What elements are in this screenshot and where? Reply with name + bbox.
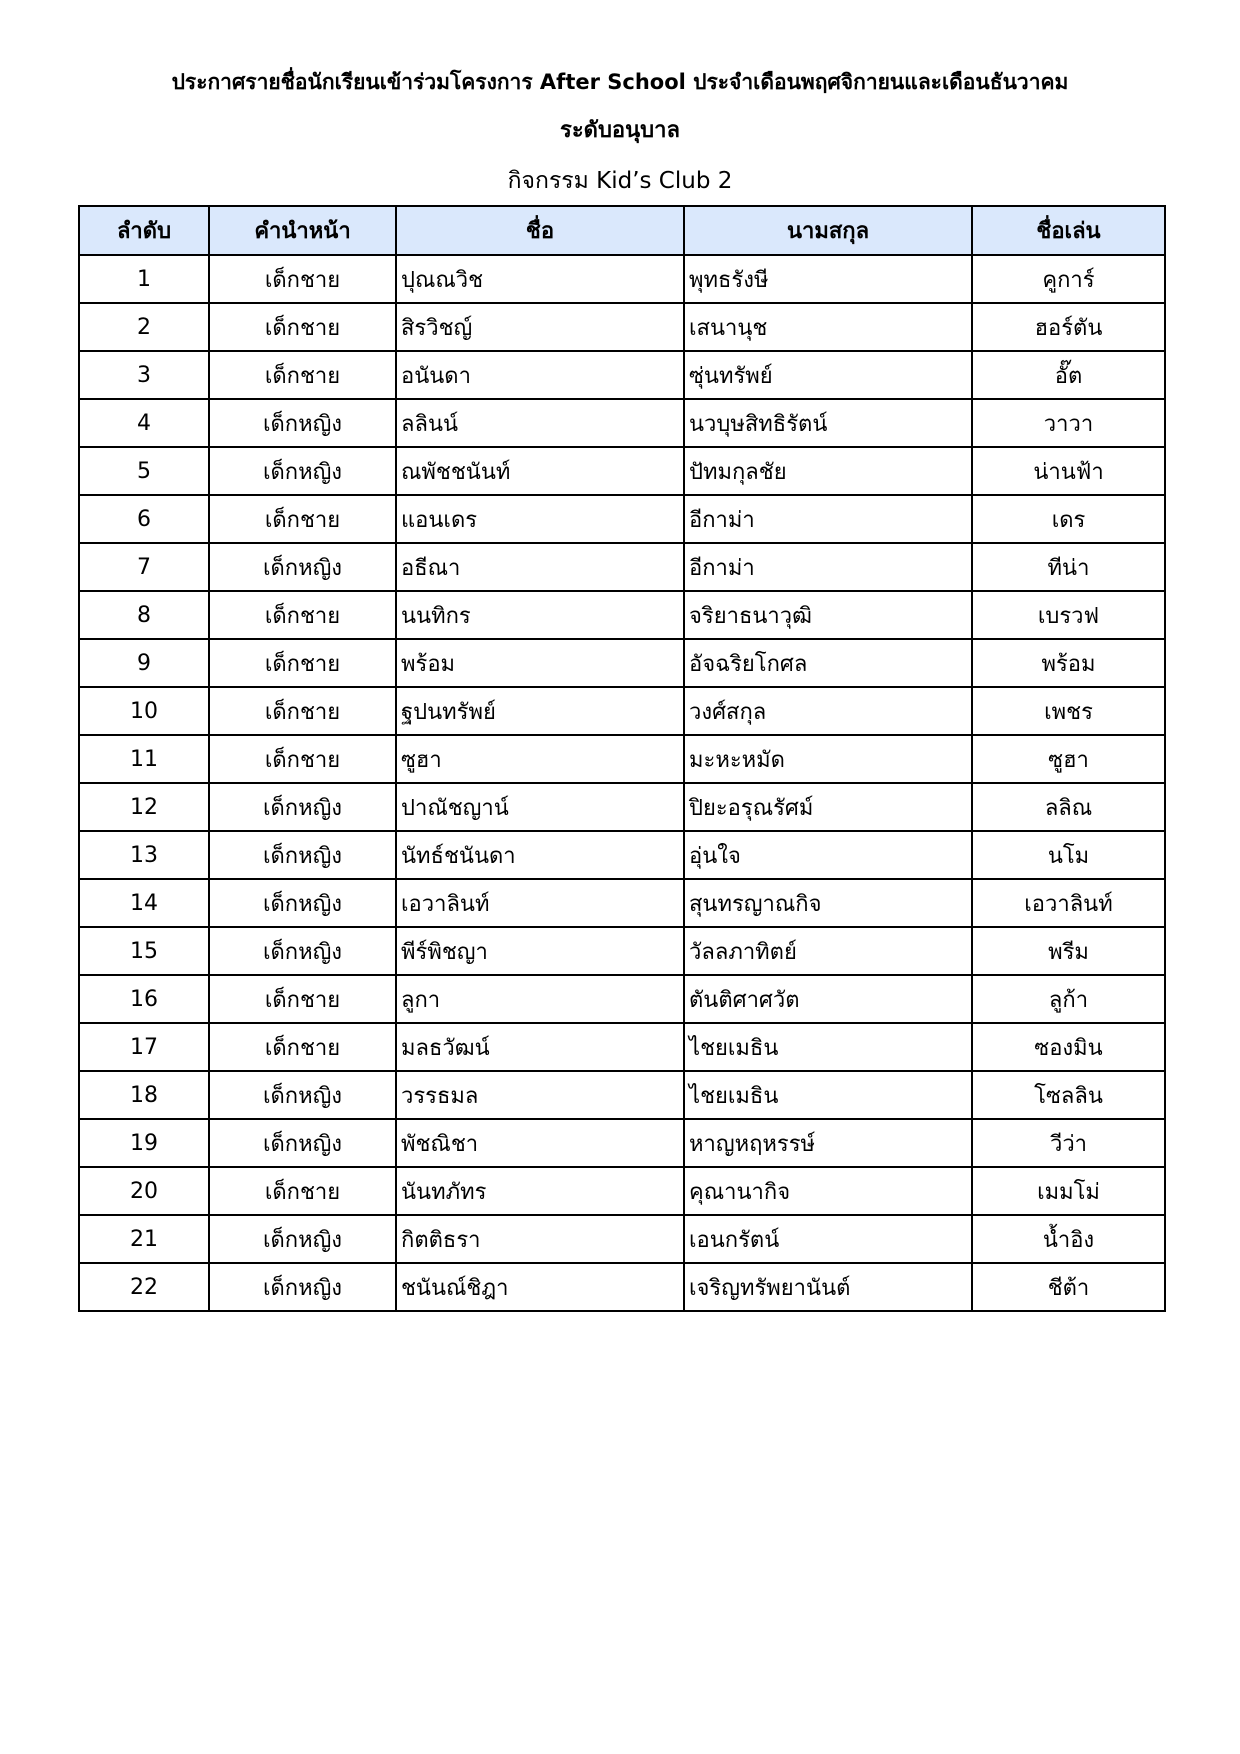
cell-last-name: อีกาม่า bbox=[684, 495, 972, 543]
level-heading: ระดับอนุบาล bbox=[560, 118, 680, 143]
cell-prefix: เด็กชาย bbox=[209, 495, 396, 543]
cell-last-name: วัลลภาทิตย์ bbox=[684, 927, 972, 975]
cell-first-name: อนันดา bbox=[396, 351, 684, 399]
cell-last-name: มะหะหมัด bbox=[684, 735, 972, 783]
cell-nickname: น่านฟ้า bbox=[972, 447, 1165, 495]
cell-last-name: ไชยเมธิน bbox=[684, 1023, 972, 1071]
cell-prefix: เด็กชาย bbox=[209, 591, 396, 639]
cell-prefix: เด็กชาย bbox=[209, 255, 396, 303]
cell-first-name: อธีณา bbox=[396, 543, 684, 591]
cell-last-name: ตันติศาศวัต bbox=[684, 975, 972, 1023]
document-title: ประกาศรายชื่อนักเรียนเข้าร่วมโครงการ After School ประจำเดือนพฤศจิกายนและเดือนธันวาคม bbox=[171, 70, 1069, 94]
cell-nickname: เบรวฟ bbox=[972, 591, 1165, 639]
cell-first-name: กิตติธรา bbox=[396, 1215, 684, 1263]
cell-nickname: วาวา bbox=[972, 399, 1165, 447]
cell-prefix: เด็กชาย bbox=[209, 351, 396, 399]
header-nickname: ชื่อเล่น bbox=[972, 206, 1165, 255]
cell-prefix: เด็กหญิง bbox=[209, 927, 396, 975]
cell-nickname: เพชร bbox=[972, 687, 1165, 735]
cell-nickname: โซลลิน bbox=[972, 1071, 1165, 1119]
cell-prefix: เด็กชาย bbox=[209, 1167, 396, 1215]
cell-last-name: อัจฉริยโกศล bbox=[684, 639, 972, 687]
cell-prefix: เด็กหญิง bbox=[209, 399, 396, 447]
cell-prefix: เด็กหญิง bbox=[209, 1215, 396, 1263]
cell-first-name: ลูกา bbox=[396, 975, 684, 1023]
cell-number: 16 bbox=[79, 975, 209, 1023]
cell-number: 4 bbox=[79, 399, 209, 447]
cell-last-name: เจริญทรัพยานันต์ bbox=[684, 1263, 972, 1311]
table-row bbox=[79, 495, 1165, 543]
cell-number: 14 bbox=[79, 879, 209, 927]
table-body bbox=[79, 255, 1165, 1311]
table-row bbox=[79, 1167, 1165, 1215]
cell-number: 21 bbox=[79, 1215, 209, 1263]
cell-number: 12 bbox=[79, 783, 209, 831]
cell-nickname: ฮอร์ตัน bbox=[972, 303, 1165, 351]
cell-number: 5 bbox=[79, 447, 209, 495]
cell-nickname: พรีม bbox=[972, 927, 1165, 975]
cell-number: 8 bbox=[79, 591, 209, 639]
cell-number: 2 bbox=[79, 303, 209, 351]
cell-nickname: วีว่า bbox=[972, 1119, 1165, 1167]
cell-last-name: วงศ์สกุล bbox=[684, 687, 972, 735]
cell-first-name: พัชณิชา bbox=[396, 1119, 684, 1167]
cell-last-name: หาญหฤหรรษ์ bbox=[684, 1119, 972, 1167]
cell-nickname: คูการ์ bbox=[972, 255, 1165, 303]
table-row bbox=[79, 543, 1165, 591]
table-row bbox=[79, 783, 1165, 831]
cell-first-name: สิรวิชญ์ bbox=[396, 303, 684, 351]
cell-last-name: คุณานากิจ bbox=[684, 1167, 972, 1215]
cell-prefix: เด็กหญิง bbox=[209, 1119, 396, 1167]
cell-last-name: ปัทมกุลชัย bbox=[684, 447, 972, 495]
cell-nickname: อั๊ต bbox=[972, 351, 1165, 399]
cell-nickname: นโม bbox=[972, 831, 1165, 879]
cell-prefix: เด็กชาย bbox=[209, 303, 396, 351]
header-prefix: คำนำหน้า bbox=[209, 206, 396, 255]
cell-number: 22 bbox=[79, 1263, 209, 1311]
cell-last-name: นวบุษสิทธิรัตน์ bbox=[684, 399, 972, 447]
table-row bbox=[79, 831, 1165, 879]
cell-last-name: พุทธรังษี bbox=[684, 255, 972, 303]
cell-prefix: เด็กชาย bbox=[209, 1023, 396, 1071]
cell-first-name: ซูฮา bbox=[396, 735, 684, 783]
cell-first-name: ลลินน์ bbox=[396, 399, 684, 447]
table-row bbox=[79, 975, 1165, 1023]
table-row bbox=[79, 735, 1165, 783]
cell-number: 1 bbox=[79, 255, 209, 303]
table-row bbox=[79, 927, 1165, 975]
table-row bbox=[79, 447, 1165, 495]
table-row bbox=[79, 1023, 1165, 1071]
table-row bbox=[79, 303, 1165, 351]
cell-number: 7 bbox=[79, 543, 209, 591]
table-header-row bbox=[79, 206, 1165, 255]
cell-first-name: ณพัชชนันท์ bbox=[396, 447, 684, 495]
cell-last-name: ซุ่นทรัพย์ bbox=[684, 351, 972, 399]
cell-first-name: นัทธ์ชนันดา bbox=[396, 831, 684, 879]
cell-last-name: จริยาธนาวุฒิ bbox=[684, 591, 972, 639]
cell-last-name: เอนกรัตน์ bbox=[684, 1215, 972, 1263]
table-row bbox=[79, 1215, 1165, 1263]
cell-nickname: เมมโม่ bbox=[972, 1167, 1165, 1215]
cell-nickname: เอวาลินท์ bbox=[972, 879, 1165, 927]
header-first-name: ชื่อ bbox=[396, 206, 684, 255]
table-row bbox=[79, 399, 1165, 447]
table-row bbox=[79, 591, 1165, 639]
cell-last-name: ไชยเมธิน bbox=[684, 1071, 972, 1119]
header-number: ลำดับ bbox=[79, 206, 209, 255]
cell-prefix: เด็กหญิง bbox=[209, 1071, 396, 1119]
cell-first-name: นนทิกร bbox=[396, 591, 684, 639]
cell-nickname: ทีน่า bbox=[972, 543, 1165, 591]
cell-prefix: เด็กหญิง bbox=[209, 543, 396, 591]
cell-number: 10 bbox=[79, 687, 209, 735]
cell-last-name: เสนานุช bbox=[684, 303, 972, 351]
cell-prefix: เด็กชาย bbox=[209, 735, 396, 783]
cell-prefix: เด็กหญิง bbox=[209, 447, 396, 495]
cell-prefix: เด็กชาย bbox=[209, 687, 396, 735]
cell-nickname: ซูฮา bbox=[972, 735, 1165, 783]
cell-last-name: อุ่นใจ bbox=[684, 831, 972, 879]
cell-last-name: ปิยะอรุณรัศม์ bbox=[684, 783, 972, 831]
cell-first-name: แอนเดร bbox=[396, 495, 684, 543]
cell-last-name: สุนทรญาณกิจ bbox=[684, 879, 972, 927]
cell-first-name: พีร์พิชญา bbox=[396, 927, 684, 975]
cell-prefix: เด็กชาย bbox=[209, 975, 396, 1023]
cell-first-name: นันทภัทร bbox=[396, 1167, 684, 1215]
cell-first-name: มลธวัฒน์ bbox=[396, 1023, 684, 1071]
table-row bbox=[79, 1119, 1165, 1167]
cell-number: 19 bbox=[79, 1119, 209, 1167]
activity-heading: กิจกรรม Kid’s Club 2 bbox=[507, 168, 733, 194]
cell-first-name: ปุณณวิช bbox=[396, 255, 684, 303]
cell-number: 3 bbox=[79, 351, 209, 399]
cell-first-name: เอวาลินท์ bbox=[396, 879, 684, 927]
table-row bbox=[79, 1071, 1165, 1119]
cell-prefix: เด็กหญิง bbox=[209, 879, 396, 927]
cell-nickname: ชีต้า bbox=[972, 1263, 1165, 1311]
table-row bbox=[79, 879, 1165, 927]
cell-number: 11 bbox=[79, 735, 209, 783]
cell-first-name: ปาณัชญาน์ bbox=[396, 783, 684, 831]
cell-nickname: น้ำอิง bbox=[972, 1215, 1165, 1263]
table-row bbox=[79, 351, 1165, 399]
cell-number: 13 bbox=[79, 831, 209, 879]
cell-number: 6 bbox=[79, 495, 209, 543]
cell-nickname: ลลิณ bbox=[972, 783, 1165, 831]
table-row bbox=[79, 639, 1165, 687]
cell-prefix: เด็กชาย bbox=[209, 639, 396, 687]
student-roster-table bbox=[78, 205, 1166, 1312]
cell-number: 15 bbox=[79, 927, 209, 975]
cell-nickname: ซองมิน bbox=[972, 1023, 1165, 1071]
table-row bbox=[79, 255, 1165, 303]
cell-first-name: ฐปนทรัพย์ bbox=[396, 687, 684, 735]
table-row bbox=[79, 687, 1165, 735]
cell-prefix: เด็กหญิง bbox=[209, 831, 396, 879]
cell-number: 17 bbox=[79, 1023, 209, 1071]
cell-prefix: เด็กหญิง bbox=[209, 1263, 396, 1311]
cell-last-name: อีกาม่า bbox=[684, 543, 972, 591]
cell-nickname: ลูก้า bbox=[972, 975, 1165, 1023]
table-row bbox=[79, 1263, 1165, 1311]
cell-first-name: ชนันณ์ชิฎา bbox=[396, 1263, 684, 1311]
cell-prefix: เด็กหญิง bbox=[209, 783, 396, 831]
cell-first-name: วรรธมล bbox=[396, 1071, 684, 1119]
cell-nickname: พร้อม bbox=[972, 639, 1165, 687]
cell-number: 20 bbox=[79, 1167, 209, 1215]
cell-number: 9 bbox=[79, 639, 209, 687]
cell-first-name: พร้อม bbox=[396, 639, 684, 687]
cell-number: 18 bbox=[79, 1071, 209, 1119]
cell-nickname: เดร bbox=[972, 495, 1165, 543]
header-last-name: นามสกุล bbox=[684, 206, 972, 255]
